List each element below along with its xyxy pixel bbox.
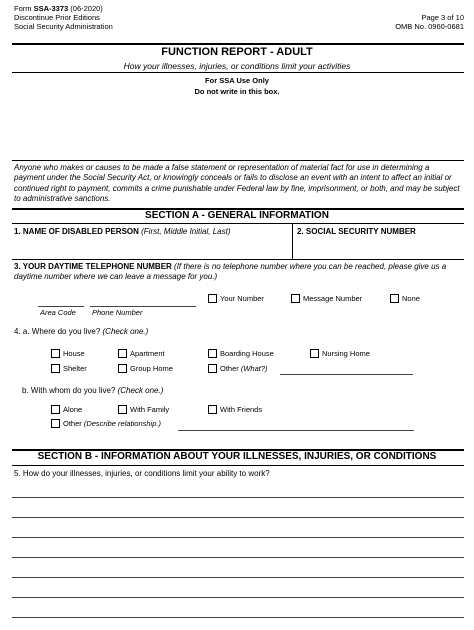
warning-text: Anyone who makes or causes to be made a false statement or representation of material fact for use in determining a payment under the Social Security Act, or knowingly conceals or fails to disclose an event with an intent to affect an initial or continued right to payment, commits a crime punishable under Federal law by fine, imprisonment, or both, and may be subject to administrative sanctions. [14, 163, 460, 203]
shelter-checkbox[interactable] [51, 364, 60, 373]
form-header-right [395, 13, 464, 31]
live-other-label: Other (What?) [220, 364, 268, 373]
box-divider [12, 160, 464, 161]
alone-label: Alone [63, 405, 83, 414]
with-friends-checkbox[interactable] [208, 405, 217, 414]
q4b-label: b. With whom do you live? (Check one.) [22, 386, 164, 395]
section-a-bottom [12, 223, 464, 224]
answer-line[interactable] [12, 537, 464, 538]
agency-name: Social Security Administration [14, 22, 113, 31]
q2-bottom [12, 259, 464, 260]
form-id: Form SSA-3373 (06-2020) [14, 4, 103, 13]
phone-number-line[interactable] [90, 306, 196, 307]
ssn-field[interactable] [296, 237, 462, 257]
header-divider [12, 43, 464, 45]
name-field[interactable] [14, 237, 290, 257]
with-family-label: With Family [130, 405, 170, 414]
apartment-label: Apartment [130, 349, 165, 358]
section-b-title: SECTION B - INFORMATION ABOUT YOUR ILLNESSES, INJURIES, OR CONDITIONS [37, 451, 437, 462]
q4a-label: 4. a. Where do you live? (Check one.) [14, 327, 149, 336]
boarding-house-label: Boarding House [220, 349, 274, 358]
with-other-label: Other (Describe relationship.) [63, 419, 161, 428]
ssa-use-line2: Do not write in this box. [194, 87, 280, 96]
with-friends-label: With Friends [220, 405, 263, 414]
area-code-line[interactable] [38, 306, 84, 307]
with-other-line[interactable] [178, 430, 414, 431]
ssa-use-box [0, 75, 474, 97]
answer-line[interactable] [12, 617, 464, 618]
apartment-checkbox[interactable] [118, 349, 127, 358]
answer-line[interactable] [12, 597, 464, 598]
omb-number: OMB No. 0960-0681 [395, 22, 464, 31]
answer-line[interactable] [12, 557, 464, 558]
area-code-label: Area Code [40, 308, 76, 317]
none-checkbox[interactable] [390, 294, 399, 303]
form-header-left [14, 4, 113, 31]
phone-number-label: Phone Number [92, 308, 143, 317]
answer-line[interactable] [12, 497, 464, 498]
subtitle-divider [12, 72, 464, 73]
ssa-use-line1: For SSA Use Only [205, 76, 269, 85]
form-title: FUNCTION REPORT - ADULT [161, 46, 313, 58]
q1-q2-divider [292, 223, 293, 259]
q1-label: 1. NAME OF DISABLED PERSON (First, Middle Initial, Last) [14, 227, 231, 236]
your-number-label: Your Number [220, 294, 264, 303]
section-b-bottom [12, 465, 464, 466]
house-label: House [63, 349, 85, 358]
house-checkbox[interactable] [51, 349, 60, 358]
nursing-home-label: Nursing Home [322, 349, 370, 358]
boarding-house-checkbox[interactable] [208, 349, 217, 358]
alone-checkbox[interactable] [51, 405, 60, 414]
group-home-label: Group Home [130, 364, 173, 373]
discontinue-note: Discontinue Prior Editions [14, 13, 100, 22]
section-a-title: SECTION A - GENERAL INFORMATION [145, 210, 329, 221]
live-other-checkbox[interactable] [208, 364, 217, 373]
form-subtitle: How your illnesses, injuries, or conditions limit your activities [123, 61, 351, 71]
page-number: Page 3 of 10 [421, 13, 464, 22]
live-other-line[interactable] [280, 374, 413, 375]
q2-label: 2. SOCIAL SECURITY NUMBER [297, 227, 416, 236]
none-label: None [402, 294, 420, 303]
with-other-checkbox[interactable] [51, 419, 60, 428]
message-number-checkbox[interactable] [291, 294, 300, 303]
group-home-checkbox[interactable] [118, 364, 127, 373]
message-number-label: Message Number [303, 294, 363, 303]
your-number-checkbox[interactable] [208, 294, 217, 303]
answer-line[interactable] [12, 517, 464, 518]
q3-label: 3. YOUR DAYTIME TELEPHONE NUMBER (If there is no telephone number where you can be reached, please give us a daytime number where we can leave a message for you.) [14, 262, 447, 281]
shelter-label: Shelter [63, 364, 87, 373]
with-family-checkbox[interactable] [118, 405, 127, 414]
q5-label: 5. How do your illnesses, injuries, or conditions limit your ability to work? [14, 469, 270, 478]
answer-line[interactable] [12, 577, 464, 578]
nursing-home-checkbox[interactable] [310, 349, 319, 358]
